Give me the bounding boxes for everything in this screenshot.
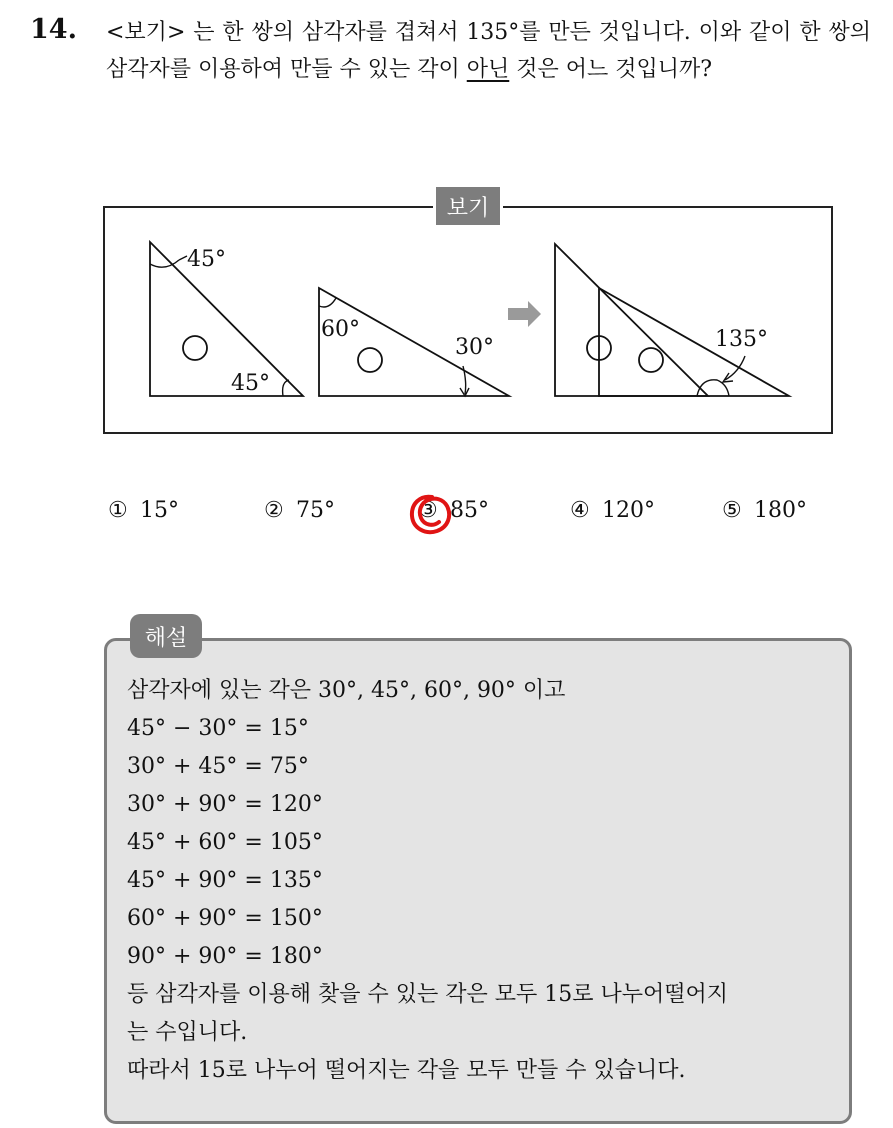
explanation-line-3: 30° + 45° = 75° xyxy=(127,754,309,779)
choice-5-value: 180° xyxy=(754,498,807,523)
question-text-after: 것은 어느 것입니까? xyxy=(509,57,713,82)
angle-arc-45-bottom xyxy=(283,380,289,396)
question-number: 14. xyxy=(30,14,77,45)
choice-1[interactable] xyxy=(108,498,179,523)
explanation-line-5: 45° + 60° = 105° xyxy=(127,830,323,855)
combined-set-squares xyxy=(555,244,789,396)
explanation-line-2: 45° − 30° = 15° xyxy=(127,716,309,741)
angle-arrow-30-head xyxy=(460,388,469,396)
choice-5-mark: ⑤ xyxy=(722,498,742,523)
explanation-line-8: 90° + 90° = 180° xyxy=(127,944,323,969)
example-figure xyxy=(103,206,833,434)
explanation-tag: 해설 xyxy=(130,614,202,658)
angle-arc-60 xyxy=(319,298,336,307)
choice-4-mark: ④ xyxy=(570,498,590,523)
choice-1-value: 15° xyxy=(140,498,179,523)
question-text xyxy=(106,14,871,88)
arrow-right-icon xyxy=(508,301,541,327)
explanation-line-10: 는 수입니다. xyxy=(127,1020,248,1045)
label-135: 135° xyxy=(715,327,768,352)
choice-2-mark: ② xyxy=(264,498,284,523)
choice-2[interactable] xyxy=(264,498,335,523)
choice-3-mark: ③ xyxy=(418,498,438,523)
explanation-line-6: 45° + 90° = 135° xyxy=(127,868,323,893)
explanation-line-7: 60° + 90° = 150° xyxy=(127,906,323,931)
label-30: 30° xyxy=(455,335,494,360)
label-45-bottom: 45° xyxy=(231,371,270,396)
label-60: 60° xyxy=(321,317,360,342)
choice-1-mark: ① xyxy=(108,498,128,523)
explanation-line-11: 따라서 15로 나누어 떨어지는 각을 모두 만들 수 있습니다. xyxy=(127,1058,686,1083)
explanation-line-9: 등 삼각자를 이용해 찾을 수 있는 각은 모두 15로 나누어떨어지 xyxy=(127,982,728,1007)
example-tag: 보기 xyxy=(433,184,503,228)
choice-4[interactable] xyxy=(570,498,655,523)
set-square-45 xyxy=(150,242,303,396)
choice-3-value: 85° xyxy=(450,498,489,523)
choice-4-value: 120° xyxy=(602,498,655,523)
explanation-line-1: 삼각자에 있는 각은 30°, 45°, 60°, 90° 이고 xyxy=(127,678,566,703)
choice-5[interactable] xyxy=(722,498,807,523)
angle-arrow-135 xyxy=(725,356,745,380)
choice-2-value: 75° xyxy=(296,498,335,523)
explanation-line-4: 30° + 90° = 120° xyxy=(127,792,323,817)
answer-circle-icon xyxy=(406,489,456,539)
question-underlined-word: 아닌 xyxy=(466,57,510,82)
answer-choices xyxy=(108,498,848,538)
question-text-before: <보기> 는 한 쌍의 삼각자를 겹쳐서 135°를 만든 것입니다. 이와 같이 한 쌍의 삼각자를 이용하여 만들 수 있는 각이 xyxy=(106,20,871,82)
label-45-top: 45° xyxy=(187,247,226,272)
explanation-content xyxy=(127,672,839,1090)
angle-arrow-45-top xyxy=(179,256,187,260)
